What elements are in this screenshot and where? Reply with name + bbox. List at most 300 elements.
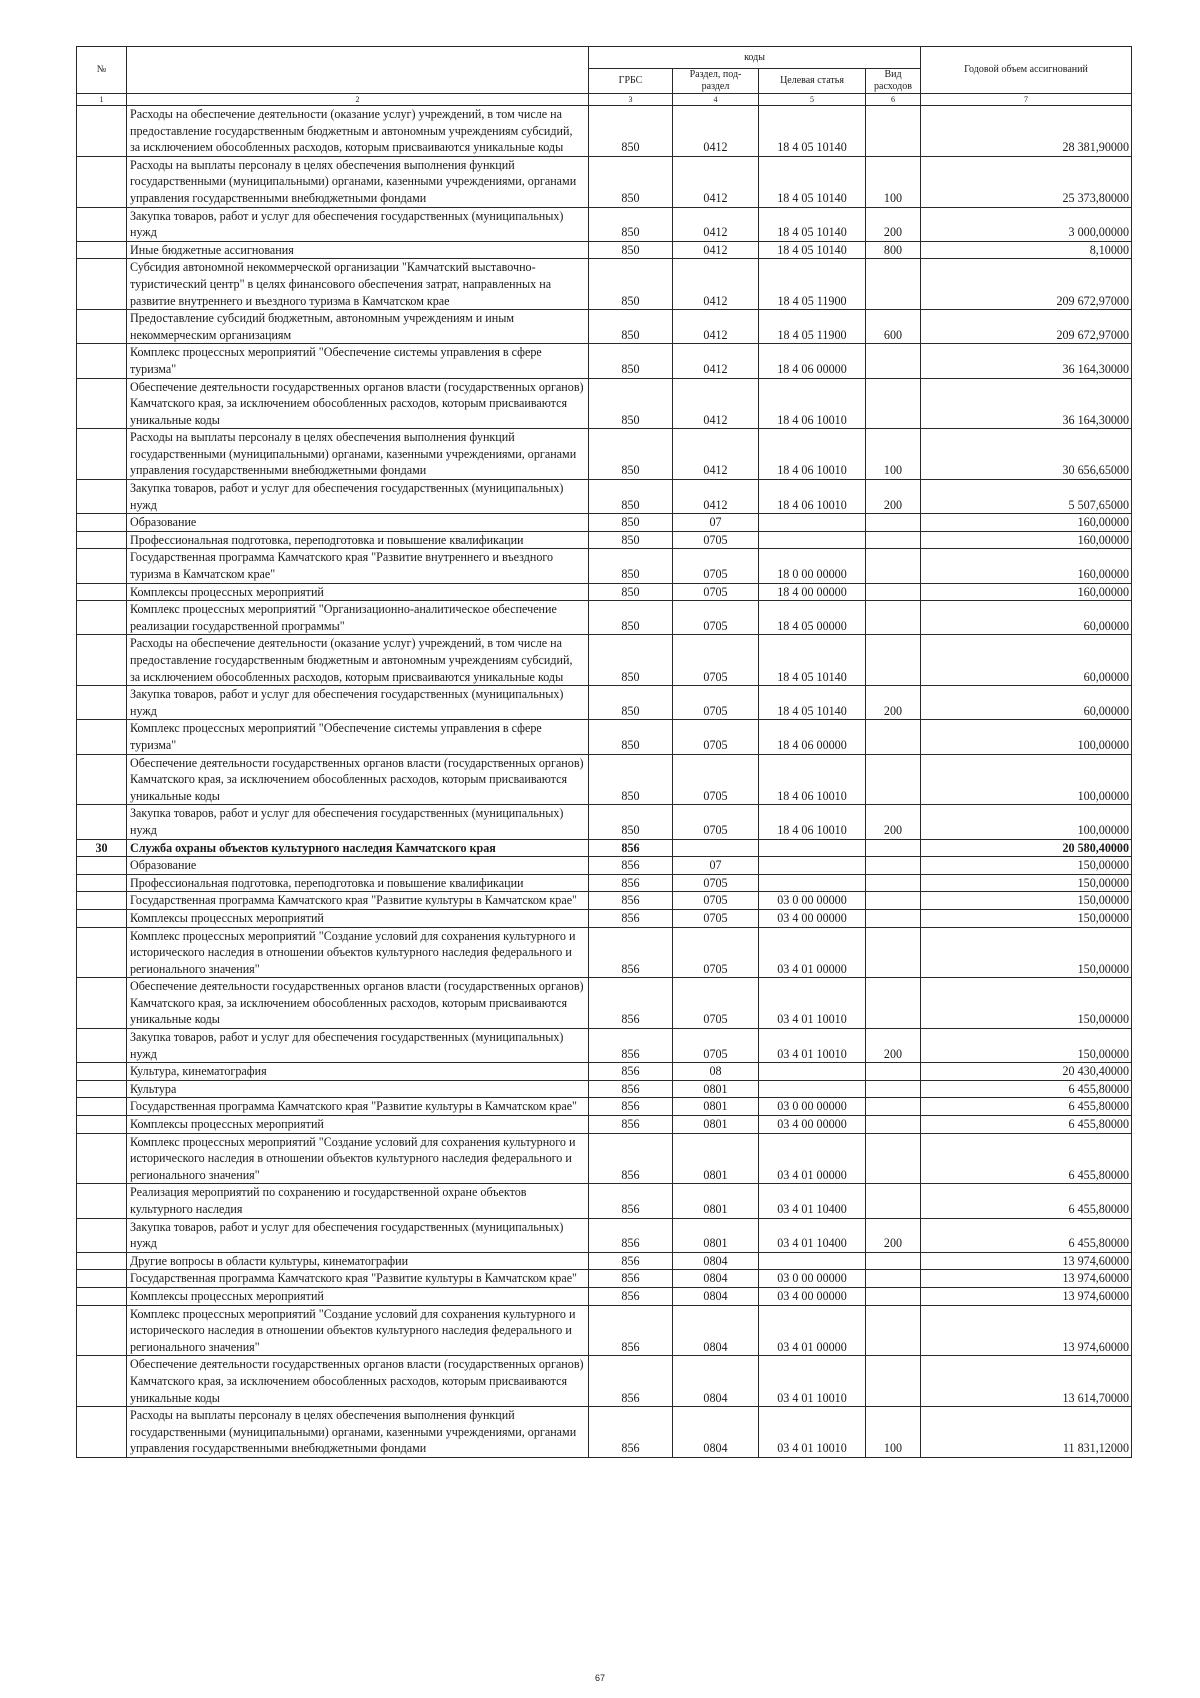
description-cell: Профессиональная подготовка, переподготовка и повышение квалификации <box>127 531 589 549</box>
grbs-cell: 856 <box>589 1080 673 1098</box>
amount-cell: 13 974,60000 <box>921 1270 1132 1288</box>
amount-cell: 6 455,80000 <box>921 1133 1132 1184</box>
target-article-cell: 03 4 01 10010 <box>759 1029 866 1063</box>
grbs-cell: 850 <box>589 344 673 378</box>
grbs-cell: 850 <box>589 549 673 583</box>
grbs-cell: 850 <box>589 259 673 310</box>
section-cell: 0801 <box>673 1116 759 1134</box>
section-cell: 0705 <box>673 754 759 805</box>
amount-cell: 160,00000 <box>921 514 1132 532</box>
row-number-cell <box>77 1356 127 1407</box>
description-cell: Комплекс процессных мероприятий "Создание условий для сохранения культурного и исторического наследия в отношении объектов культурного наследия федерального и регионального значения" <box>127 1305 589 1356</box>
grbs-cell: 850 <box>589 754 673 805</box>
section-cell: 07 <box>673 857 759 875</box>
grbs-cell: 850 <box>589 583 673 601</box>
target-article-cell <box>759 531 866 549</box>
target-article-cell <box>759 1080 866 1098</box>
grbs-cell: 856 <box>589 892 673 910</box>
row-number-cell <box>77 241 127 259</box>
grbs-cell: 856 <box>589 1356 673 1407</box>
column-header-target: Целевая статья <box>759 69 866 94</box>
row-number-cell <box>77 583 127 601</box>
section-cell: 0705 <box>673 686 759 720</box>
description-cell: Государственная программа Камчатского края "Развитие культуры в Камчатском крае" <box>127 892 589 910</box>
expense-type-cell <box>866 1133 921 1184</box>
column-index: 1 <box>77 94 127 106</box>
budget-table-sheet <box>76 46 1131 1458</box>
section-cell: 0705 <box>673 1029 759 1063</box>
table-row <box>77 207 1132 241</box>
section-cell: 0804 <box>673 1305 759 1356</box>
row-number-cell <box>77 1133 127 1184</box>
grbs-cell: 850 <box>589 531 673 549</box>
amount-cell: 13 974,60000 <box>921 1305 1132 1356</box>
row-number-cell <box>77 686 127 720</box>
amount-cell: 6 455,80000 <box>921 1098 1132 1116</box>
table-row <box>77 601 1132 635</box>
amount-cell: 150,00000 <box>921 857 1132 875</box>
amount-cell: 6 455,80000 <box>921 1218 1132 1252</box>
description-cell: Государственная программа Камчатского края "Развитие культуры в Камчатском крае" <box>127 1098 589 1116</box>
grbs-cell: 850 <box>589 686 673 720</box>
table-row <box>77 514 1132 532</box>
amount-cell: 60,00000 <box>921 686 1132 720</box>
grbs-cell: 850 <box>589 106 673 157</box>
section-cell: 0705 <box>673 874 759 892</box>
section-cell: 0705 <box>673 531 759 549</box>
expense-type-cell <box>866 1356 921 1407</box>
description-cell: Расходы на выплаты персоналу в целях обеспечения выполнения функций государственными (муниципальными) органами, казенными учреждениями, органами управления государственными внебюджетными фондами <box>127 429 589 480</box>
grbs-cell: 850 <box>589 378 673 429</box>
expense-type-cell: 200 <box>866 480 921 514</box>
section-cell: 0705 <box>673 892 759 910</box>
row-number-cell <box>77 310 127 344</box>
section-cell: 0412 <box>673 106 759 157</box>
expense-type-cell: 800 <box>866 241 921 259</box>
table-row <box>77 754 1132 805</box>
row-number-cell <box>77 156 127 207</box>
table-row <box>77 531 1132 549</box>
table-row <box>77 1080 1132 1098</box>
expense-type-cell: 100 <box>866 429 921 480</box>
row-number-cell <box>77 1080 127 1098</box>
table-body <box>77 106 1132 1458</box>
column-header-expense-type: Вид расходов <box>866 69 921 94</box>
expense-type-cell <box>866 344 921 378</box>
description-cell: Комплекс процессных мероприятий "Создание условий для сохранения культурного и исторического наследия в отношении объектов культурного наследия федерального и регионального значения" <box>127 1133 589 1184</box>
grbs-cell: 856 <box>589 1305 673 1356</box>
description-cell: Обеспечение деятельности государственных органов власти (государственных органов) Камчатского края, за исключением обособленных расходов, которым присваиваются уникальные коды <box>127 978 589 1029</box>
section-cell: 0705 <box>673 720 759 754</box>
expense-type-cell <box>866 601 921 635</box>
row-number-cell <box>77 106 127 157</box>
expense-type-cell <box>866 514 921 532</box>
row-number-cell <box>77 1252 127 1270</box>
grbs-cell: 856 <box>589 1407 673 1458</box>
section-cell: 0801 <box>673 1133 759 1184</box>
table-row <box>77 1133 1132 1184</box>
row-number-cell <box>77 1407 127 1458</box>
amount-cell: 36 164,30000 <box>921 378 1132 429</box>
expense-type-cell <box>866 1305 921 1356</box>
table-row <box>77 720 1132 754</box>
amount-cell: 209 672,97000 <box>921 310 1132 344</box>
description-cell: Закупка товаров, работ и услуг для обеспечения государственных (муниципальных) нужд <box>127 686 589 720</box>
grbs-cell: 856 <box>589 909 673 927</box>
expense-type-cell <box>866 1063 921 1081</box>
expense-type-cell <box>866 583 921 601</box>
description-cell: Комплекс процессных мероприятий "Обеспечение системы управления в сфере туризма" <box>127 344 589 378</box>
expense-type-cell <box>866 1270 921 1288</box>
table-row <box>77 1098 1132 1116</box>
table-row <box>77 106 1132 157</box>
expense-type-cell <box>866 754 921 805</box>
expense-type-cell: 200 <box>866 1029 921 1063</box>
table-row <box>77 1305 1132 1356</box>
target-article-cell: 18 4 06 10010 <box>759 480 866 514</box>
grbs-cell: 850 <box>589 207 673 241</box>
expense-type-cell <box>866 259 921 310</box>
section-cell: 0412 <box>673 207 759 241</box>
amount-cell: 100,00000 <box>921 720 1132 754</box>
row-number-cell <box>77 909 127 927</box>
description-cell: Комплексы процессных мероприятий <box>127 1287 589 1305</box>
section-cell: 0412 <box>673 344 759 378</box>
expense-type-cell <box>866 106 921 157</box>
description-cell: Расходы на выплаты персоналу в целях обеспечения выполнения функций государственными (муниципальными) органами, казенными учреждениями, органами управления государственными внебюджетными фондами <box>127 1407 589 1458</box>
table-row <box>77 857 1132 875</box>
expense-type-cell <box>866 720 921 754</box>
table-row <box>77 156 1132 207</box>
amount-cell: 20 430,40000 <box>921 1063 1132 1081</box>
section-cell: 0705 <box>673 601 759 635</box>
target-article-cell: 18 4 05 11900 <box>759 259 866 310</box>
section-cell <box>673 839 759 857</box>
expense-type-cell <box>866 909 921 927</box>
row-number-cell <box>77 1184 127 1218</box>
section-cell: 0705 <box>673 635 759 686</box>
description-cell: Расходы на обеспечение деятельности (оказание услуг) учреждений, в том числе на предоставление государственным бюджетным и автономным учреждениям субсидий, за исключением обособленных расходов, которым присваиваются уникальные коды <box>127 635 589 686</box>
amount-cell: 60,00000 <box>921 635 1132 686</box>
grbs-cell: 850 <box>589 429 673 480</box>
amount-cell: 160,00000 <box>921 531 1132 549</box>
row-number-cell <box>77 1063 127 1081</box>
table-row <box>77 259 1132 310</box>
target-article-cell: 18 4 05 10140 <box>759 156 866 207</box>
grbs-cell: 850 <box>589 156 673 207</box>
column-header-number: № <box>77 47 127 94</box>
amount-cell: 28 381,90000 <box>921 106 1132 157</box>
expense-type-cell <box>866 874 921 892</box>
description-cell: Профессиональная подготовка, переподготовка и повышение квалификации <box>127 874 589 892</box>
section-cell: 08 <box>673 1063 759 1081</box>
table-row <box>77 635 1132 686</box>
target-article-cell: 03 4 01 10400 <box>759 1184 866 1218</box>
target-article-cell: 18 4 05 10140 <box>759 207 866 241</box>
row-number-cell <box>77 480 127 514</box>
description-cell: Культура <box>127 1080 589 1098</box>
row-number-cell <box>77 601 127 635</box>
budget-table <box>76 46 1132 1458</box>
row-number-cell <box>77 344 127 378</box>
description-cell: Предоставление субсидий бюджетным, автономным учреждениям и иным некоммерческим организациям <box>127 310 589 344</box>
amount-cell: 3 000,00000 <box>921 207 1132 241</box>
expense-type-cell <box>866 1116 921 1134</box>
target-article-cell <box>759 514 866 532</box>
grbs-cell: 850 <box>589 480 673 514</box>
row-number-cell <box>77 874 127 892</box>
section-cell: 0412 <box>673 480 759 514</box>
column-index: 7 <box>921 94 1132 106</box>
table-row <box>77 480 1132 514</box>
amount-cell: 150,00000 <box>921 892 1132 910</box>
target-article-cell: 18 4 06 10010 <box>759 754 866 805</box>
expense-type-cell <box>866 857 921 875</box>
target-article-cell: 18 4 00 00000 <box>759 583 866 601</box>
amount-cell: 150,00000 <box>921 909 1132 927</box>
section-cell: 0412 <box>673 241 759 259</box>
section-cell: 0804 <box>673 1252 759 1270</box>
target-article-cell: 03 4 00 00000 <box>759 1116 866 1134</box>
table-row <box>77 1184 1132 1218</box>
section-cell: 0412 <box>673 429 759 480</box>
section-cell: 0705 <box>673 978 759 1029</box>
amount-cell: 100,00000 <box>921 754 1132 805</box>
column-index: 4 <box>673 94 759 106</box>
grbs-cell: 850 <box>589 720 673 754</box>
target-article-cell: 18 4 05 10140 <box>759 106 866 157</box>
row-number-cell <box>77 1305 127 1356</box>
description-cell: Комплекс процессных мероприятий "Организационно-аналитическое обеспечение реализации государственной программы" <box>127 601 589 635</box>
row-number-cell <box>77 1098 127 1116</box>
target-article-cell: 03 4 01 00000 <box>759 1305 866 1356</box>
section-cell: 0412 <box>673 310 759 344</box>
section-cell: 0412 <box>673 259 759 310</box>
target-article-cell: 18 4 05 00000 <box>759 601 866 635</box>
table-row <box>77 927 1132 978</box>
table-row <box>77 1029 1132 1063</box>
amount-cell: 30 656,65000 <box>921 429 1132 480</box>
table-row <box>77 1356 1132 1407</box>
section-cell: 0804 <box>673 1287 759 1305</box>
row-number-cell <box>77 1287 127 1305</box>
target-article-cell: 03 4 01 10010 <box>759 978 866 1029</box>
section-cell: 0412 <box>673 378 759 429</box>
grbs-cell: 856 <box>589 1184 673 1218</box>
amount-cell: 160,00000 <box>921 583 1132 601</box>
row-number-cell <box>77 259 127 310</box>
target-article-cell: 18 4 06 10010 <box>759 429 866 480</box>
expense-type-cell <box>866 1252 921 1270</box>
target-article-cell: 18 4 05 10140 <box>759 635 866 686</box>
table-row <box>77 549 1132 583</box>
expense-type-cell <box>866 378 921 429</box>
row-number-cell <box>77 978 127 1029</box>
expense-type-cell <box>866 1098 921 1116</box>
expense-type-cell <box>866 549 921 583</box>
target-article-cell <box>759 1063 866 1081</box>
expense-type-cell: 200 <box>866 686 921 720</box>
table-row <box>77 1407 1132 1458</box>
row-number-cell <box>77 754 127 805</box>
row-number-cell <box>77 1116 127 1134</box>
expense-type-cell <box>866 978 921 1029</box>
description-cell: Закупка товаров, работ и услуг для обеспечения государственных (муниципальных) нужд <box>127 1218 589 1252</box>
expense-type-cell <box>866 927 921 978</box>
row-number-cell <box>77 805 127 839</box>
grbs-cell: 856 <box>589 1063 673 1081</box>
table-row <box>77 378 1132 429</box>
table-row <box>77 839 1132 857</box>
expense-type-cell <box>866 635 921 686</box>
description-cell: Обеспечение деятельности государственных органов власти (государственных органов) Камчатского края, за исключением обособленных расходов, которым присваиваются уникальные коды <box>127 1356 589 1407</box>
amount-cell: 100,00000 <box>921 805 1132 839</box>
expense-type-cell: 200 <box>866 805 921 839</box>
table-row <box>77 978 1132 1029</box>
description-cell: Другие вопросы в области культуры, кинематографии <box>127 1252 589 1270</box>
grbs-cell: 850 <box>589 310 673 344</box>
column-index: 3 <box>589 94 673 106</box>
target-article-cell <box>759 874 866 892</box>
amount-cell: 6 455,80000 <box>921 1116 1132 1134</box>
target-article-cell: 18 4 06 00000 <box>759 720 866 754</box>
expense-type-cell <box>866 1080 921 1098</box>
section-cell: 0801 <box>673 1218 759 1252</box>
grbs-cell: 856 <box>589 874 673 892</box>
description-cell: Государственная программа Камчатского края "Развитие культуры в Камчатском крае" <box>127 1270 589 1288</box>
grbs-cell: 856 <box>589 1270 673 1288</box>
expense-type-cell: 600 <box>866 310 921 344</box>
expense-type-cell: 100 <box>866 1407 921 1458</box>
amount-cell: 150,00000 <box>921 978 1132 1029</box>
description-cell: Расходы на выплаты персоналу в целях обеспечения выполнения функций государственными (муниципальными) органами, казенными учреждениями, органами управления государственными внебюджетными фондами <box>127 156 589 207</box>
table-row <box>77 241 1132 259</box>
grbs-cell: 856 <box>589 1252 673 1270</box>
amount-cell: 36 164,30000 <box>921 344 1132 378</box>
section-cell: 0804 <box>673 1356 759 1407</box>
section-cell: 0801 <box>673 1080 759 1098</box>
description-cell: Расходы на обеспечение деятельности (оказание услуг) учреждений, в том числе на предоставление государственным бюджетным и автономным учреждениям субсидий, за исключением обособленных расходов, которым присваиваются уникальные коды <box>127 106 589 157</box>
table-row <box>77 310 1132 344</box>
table-row <box>77 686 1132 720</box>
target-article-cell: 03 4 01 10010 <box>759 1356 866 1407</box>
grbs-cell: 856 <box>589 1029 673 1063</box>
row-number-cell <box>77 531 127 549</box>
description-cell: Закупка товаров, работ и услуг для обеспечения государственных (муниципальных) нужд <box>127 207 589 241</box>
row-number-cell <box>77 549 127 583</box>
table-row <box>77 909 1132 927</box>
amount-cell: 150,00000 <box>921 927 1132 978</box>
target-article-cell: 03 0 00 00000 <box>759 1270 866 1288</box>
table-row <box>77 874 1132 892</box>
row-number-cell <box>77 635 127 686</box>
target-article-cell: 18 4 06 10010 <box>759 378 866 429</box>
target-article-cell: 18 0 00 00000 <box>759 549 866 583</box>
amount-cell: 13 974,60000 <box>921 1252 1132 1270</box>
description-cell: Закупка товаров, работ и услуг для обеспечения государственных (муниципальных) нужд <box>127 805 589 839</box>
grbs-cell: 856 <box>589 1287 673 1305</box>
row-number-cell <box>77 1270 127 1288</box>
row-number-cell <box>77 207 127 241</box>
target-article-cell: 18 4 05 10140 <box>759 241 866 259</box>
expense-type-cell: 200 <box>866 1218 921 1252</box>
grbs-cell: 856 <box>589 1116 673 1134</box>
description-cell: Культура, кинематография <box>127 1063 589 1081</box>
amount-cell: 6 455,80000 <box>921 1080 1132 1098</box>
grbs-cell: 856 <box>589 857 673 875</box>
grbs-cell: 856 <box>589 1098 673 1116</box>
target-article-cell: 18 4 05 10140 <box>759 686 866 720</box>
row-number-cell: 30 <box>77 839 127 857</box>
description-cell: Служба охраны объектов культурного наследия Камчатского края <box>127 839 589 857</box>
table-row <box>77 892 1132 910</box>
amount-cell: 209 672,97000 <box>921 259 1132 310</box>
column-group-codes: коды <box>589 47 921 69</box>
row-number-cell <box>77 927 127 978</box>
target-article-cell: 03 4 00 00000 <box>759 909 866 927</box>
description-cell: Закупка товаров, работ и услуг для обеспечения государственных (муниципальных) нужд <box>127 1029 589 1063</box>
table-row <box>77 1270 1132 1288</box>
description-cell: Комплекс процессных мероприятий "Создание условий для сохранения культурного и исторического наследия в отношении объектов культурного наследия федерального и регионального значения" <box>127 927 589 978</box>
section-cell: 0801 <box>673 1098 759 1116</box>
target-article-cell <box>759 857 866 875</box>
table-row <box>77 583 1132 601</box>
row-number-cell <box>77 429 127 480</box>
section-cell: 07 <box>673 514 759 532</box>
section-cell: 0412 <box>673 156 759 207</box>
amount-cell: 8,10000 <box>921 241 1132 259</box>
target-article-cell: 03 4 00 00000 <box>759 1287 866 1305</box>
column-index: 5 <box>759 94 866 106</box>
grbs-cell: 856 <box>589 1218 673 1252</box>
amount-cell: 6 455,80000 <box>921 1184 1132 1218</box>
page-number: 67 <box>594 1673 605 1683</box>
description-cell: Комплексы процессных мероприятий <box>127 583 589 601</box>
target-article-cell: 03 0 00 00000 <box>759 892 866 910</box>
column-header-amount: Годовой объем ассигнований <box>921 47 1132 94</box>
section-cell: 0705 <box>673 927 759 978</box>
section-cell: 0804 <box>673 1407 759 1458</box>
expense-type-cell <box>866 531 921 549</box>
description-cell: Образование <box>127 857 589 875</box>
table-row <box>77 1218 1132 1252</box>
table-row <box>77 344 1132 378</box>
column-index: 6 <box>866 94 921 106</box>
grbs-cell: 850 <box>589 241 673 259</box>
table-row <box>77 1063 1132 1081</box>
row-number-cell <box>77 514 127 532</box>
grbs-cell: 856 <box>589 927 673 978</box>
grbs-cell: 850 <box>589 514 673 532</box>
description-cell: Обеспечение деятельности государственных органов власти (государственных органов) Камчатского края, за исключением обособленных расходов, которым присваиваются уникальные коды <box>127 754 589 805</box>
section-cell: 0705 <box>673 805 759 839</box>
table-row <box>77 429 1132 480</box>
grbs-cell: 850 <box>589 805 673 839</box>
expense-type-cell: 100 <box>866 156 921 207</box>
amount-cell: 60,00000 <box>921 601 1132 635</box>
expense-type-cell <box>866 1184 921 1218</box>
amount-cell: 150,00000 <box>921 874 1132 892</box>
column-index-row <box>77 94 1132 106</box>
expense-type-cell <box>866 892 921 910</box>
expense-type-cell <box>866 1287 921 1305</box>
target-article-cell: 03 4 01 00000 <box>759 1133 866 1184</box>
target-article-cell: 03 0 00 00000 <box>759 1098 866 1116</box>
grbs-cell: 856 <box>589 1133 673 1184</box>
row-number-cell <box>77 1029 127 1063</box>
row-number-cell <box>77 1218 127 1252</box>
description-cell: Субсидия автономной некоммерческой организации "Камчатский выставочно-туристический центр" в целях финансового обеспечения затрат, направленных на развитие внутреннего и въездного туризма в Камчатском крае <box>127 259 589 310</box>
